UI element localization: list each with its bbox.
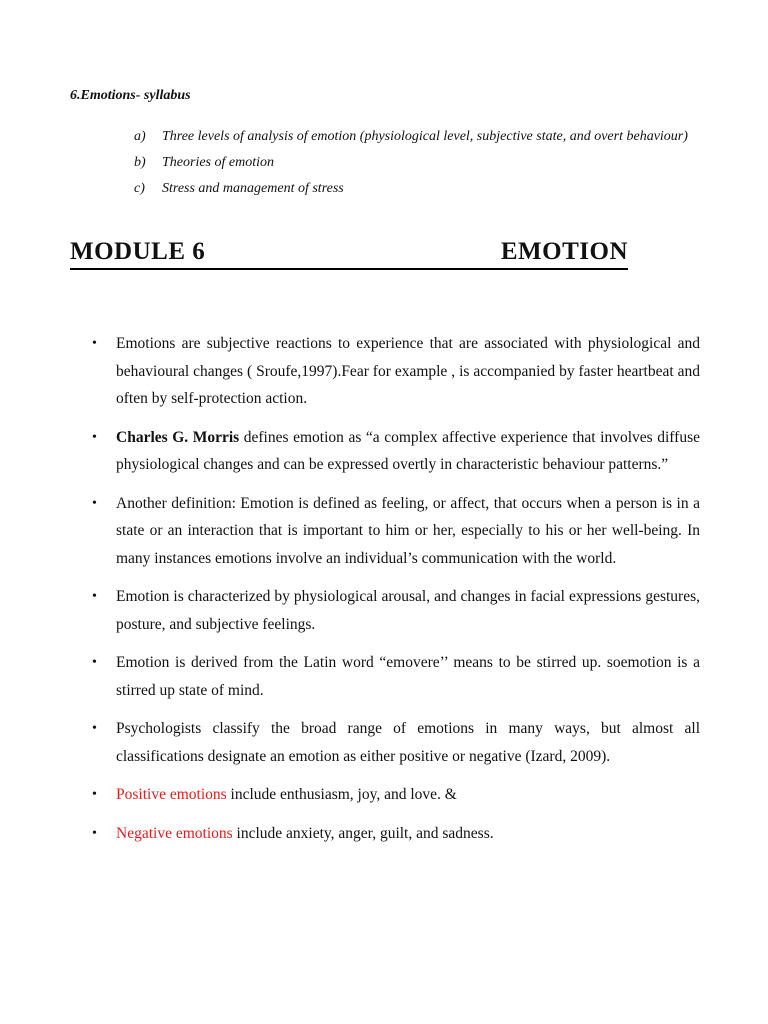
syllabus-item-text: Three levels of analysis of emotion (physiological level, subjective state, and overt behaviour) bbox=[162, 129, 688, 144]
bullet-text: Emotions are subjective reactions to experience that are associated with physiological and behavioural changes ( Sroufe,1997).Fear for example , is accompanied by faster heartbeat and often by self-protection action. bbox=[116, 335, 700, 407]
bullet-highlight-positive: Positive emotions bbox=[116, 786, 227, 803]
bullet-text: Psychologists classify the broad range of emotions in many ways, but almost all classifications designate an emotion as either positive or negative (Izard, 2009). bbox=[116, 720, 700, 765]
bullet-list bbox=[92, 330, 700, 858]
syllabus-title: 6.Emotions- syllabus bbox=[70, 88, 191, 103]
bullet-text: Another definition: Emotion is defined as feeling, or affect, that occurs when a person is in a state or an interaction that is important to him or her, especially to his or her well-being. In many instances emotions involve an individual’s communication with the world. bbox=[116, 494, 700, 567]
bullet-item bbox=[92, 715, 700, 770]
bullet-text: include anxiety, anger, guilt, and sadness. bbox=[232, 824, 494, 842]
bullet-item bbox=[92, 490, 700, 573]
syllabus-list bbox=[134, 124, 694, 202]
bullet-text: include enthusiasm, joy, and love. & bbox=[226, 786, 457, 803]
bullet-item bbox=[92, 424, 700, 479]
bullet-item bbox=[92, 820, 700, 848]
bullet-dot-icon: • bbox=[92, 721, 97, 736]
bullet-item bbox=[92, 649, 700, 704]
bullet-dot-icon: • bbox=[92, 655, 97, 670]
bullet-dot-icon: • bbox=[92, 825, 97, 841]
module-title: EMOTION bbox=[500, 238, 628, 265]
syllabus-item-text: Stress and management of stress bbox=[162, 181, 344, 196]
bullet-bold-name: Charles G. Morris bbox=[116, 428, 240, 446]
module-heading bbox=[70, 238, 628, 270]
bullet-item bbox=[92, 781, 700, 809]
bullet-dot-icon: • bbox=[92, 589, 97, 604]
syllabus-item-marker: a) bbox=[134, 129, 146, 144]
bullet-text: Emotion is characterized by physiological arousal, and changes in facial expressions gestures, posture, and subjective feelings. bbox=[116, 588, 700, 633]
syllabus-item bbox=[134, 176, 694, 202]
bullet-dot-icon: • bbox=[92, 336, 97, 351]
syllabus-item-text: Theories of emotion bbox=[162, 155, 274, 170]
bullet-highlight-negative: Negative emotions bbox=[116, 824, 233, 842]
syllabus-item-marker: b) bbox=[134, 155, 146, 170]
bullet-dot-icon: • bbox=[92, 787, 97, 802]
bullet-text: defines emotion as “a complex affective experience that involves diffuse physiological changes and can be expressed overtly in characteristic behaviour patterns.” bbox=[116, 428, 700, 473]
module-number: MODULE 6 bbox=[70, 238, 206, 265]
syllabus-item bbox=[134, 150, 694, 176]
syllabus-item bbox=[134, 124, 694, 150]
bullet-item bbox=[92, 330, 700, 413]
bullet-dot-icon: • bbox=[92, 429, 97, 445]
bullet-text: Emotion is derived from the Latin word “emovere’’ means to be stirred up. soemotion is a stirred up state of mind. bbox=[116, 654, 700, 699]
bullet-item bbox=[92, 583, 700, 638]
bullet-dot-icon: • bbox=[92, 495, 97, 511]
syllabus-item-marker: c) bbox=[134, 181, 145, 196]
